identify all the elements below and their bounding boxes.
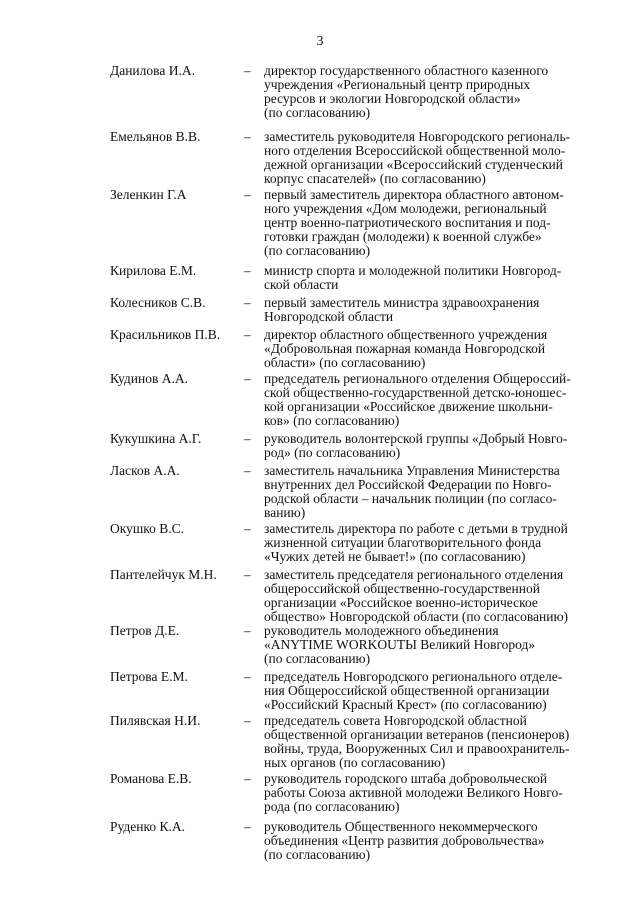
description-line: жизненной ситуации благотворительного фонда (264, 535, 542, 550)
page-number: 3 (316, 34, 324, 49)
description-line: «Добровольная пожарная команда Новгородской (264, 341, 546, 356)
description-line: ванию) (264, 505, 306, 520)
list-item (0, 264, 640, 292)
member-name: Пилявская Н.И. (110, 713, 201, 728)
dash-separator: – (244, 669, 251, 684)
description-line: общероссийской общественно-государственной (264, 581, 540, 596)
dash-separator: – (244, 263, 251, 278)
member-description (264, 568, 604, 624)
description-line: руководитель волонтерской группы «Добрый Новго- (264, 431, 568, 446)
list-item (0, 568, 640, 624)
description-line: руководитель Общественного некоммерческого (264, 819, 538, 834)
description-line: ской области (264, 277, 339, 292)
member-description (264, 820, 604, 862)
list-item (0, 296, 640, 324)
description-line: рода (по согласованию) (264, 799, 400, 814)
description-line: объединения «Центр развития добровольчества» (264, 833, 545, 848)
member-description (264, 328, 604, 370)
member-name: Руденко К.А. (110, 819, 185, 834)
member-name: Емельянов В.В. (110, 129, 201, 144)
list-item (0, 820, 640, 862)
member-description (264, 296, 604, 324)
dash-separator: – (244, 371, 251, 386)
description-line: руководитель городского штаба добровольческой (264, 771, 548, 786)
list-item (0, 670, 640, 712)
description-line: «Чужих детей не бывает!» (по согласованию) (264, 549, 526, 564)
dash-separator: – (244, 463, 251, 478)
description-line: (по согласованию) (264, 847, 371, 862)
dash-separator: – (244, 295, 251, 310)
description-line: родской области – начальник полиции (по согласо- (264, 491, 557, 506)
description-line: заместитель директора по работе с детьми в трудной (264, 521, 568, 536)
list-item (0, 772, 640, 814)
dash-separator: – (244, 567, 251, 582)
dash-separator: – (244, 521, 251, 536)
description-line: заместитель председателя регионального отделения (264, 567, 564, 582)
list-item (0, 372, 640, 428)
description-line: дежной организации «Всероссийский студенческий (264, 157, 563, 172)
member-description (264, 670, 604, 712)
list-item (0, 328, 640, 370)
list-item (0, 130, 640, 186)
description-line: работы Союза активной молодежи Великого Новго- (264, 785, 563, 800)
description-line: организации «Российское военно-историческое (264, 595, 538, 610)
description-line: заместитель начальника Управления Министерства (264, 463, 560, 478)
list-item (0, 432, 640, 460)
dash-separator: – (244, 623, 251, 638)
description-line: (по согласованию) (264, 651, 371, 666)
dash-separator: – (244, 63, 251, 78)
description-line: председатель Новгородского регионального отделе- (264, 669, 563, 684)
member-name: Данилова И.А. (110, 63, 195, 78)
member-description (264, 464, 604, 520)
member-description (264, 130, 604, 186)
description-line: «ANYTIME WORKOUTЫ Великий Новгород» (264, 637, 536, 652)
member-list (0, 64, 640, 862)
description-line: руководитель молодежного объединения (264, 623, 499, 638)
member-name: Окушко В.С. (110, 521, 185, 536)
member-name: Кудинов А.А. (110, 371, 188, 386)
dash-separator: – (244, 431, 251, 446)
member-name: Красильников П.В. (110, 327, 221, 342)
description-line: род» (по согласованию) (264, 445, 401, 460)
member-description (264, 432, 604, 460)
description-line: общественной организации ветеранов (пенсионеров) (264, 727, 570, 742)
description-line: (по согласованию) (264, 105, 371, 120)
list-item (0, 522, 640, 564)
member-description (264, 714, 604, 770)
member-name: Петров Д.Е. (110, 623, 180, 638)
list-item (0, 714, 640, 770)
description-line: первый заместитель директора областного автоном- (264, 187, 564, 202)
member-description (264, 64, 604, 120)
description-line: директор областного общественного учреждения (264, 327, 548, 342)
description-line: готовки граждан (молодежи) к военной службе» (264, 229, 542, 244)
description-line: войны, труда, Вооруженных Сил и правоохранитель- (264, 741, 570, 756)
member-name: Ласков А.А. (110, 463, 180, 478)
member-description (264, 522, 604, 564)
description-line: «Российский Красный Крест» (по согласованию) (264, 697, 547, 712)
description-line: внутренних дел Российской Федерации по Новго- (264, 477, 552, 492)
list-item (0, 188, 640, 258)
member-name: Зеленкин Г.А (110, 187, 187, 202)
list-item (0, 464, 640, 520)
description-line: министр спорта и молодежной политики Новгород- (264, 263, 562, 278)
description-line: учреждения «Региональный центр природных (264, 77, 531, 92)
member-description (264, 624, 604, 666)
description-line: ской общественно-государственной детско-юношес- (264, 385, 567, 400)
description-line: ного учреждения «Дом молодежи, региональный (264, 201, 547, 216)
member-description (264, 372, 604, 428)
dash-separator: – (244, 327, 251, 342)
dash-separator: – (244, 713, 251, 728)
member-description (264, 188, 604, 258)
member-name: Романова Е.В. (110, 771, 192, 786)
member-name: Петрова Е.М. (110, 669, 188, 684)
dash-separator: – (244, 771, 251, 786)
description-line: области» (по согласованию) (264, 355, 426, 370)
description-line: ресурсов и экологии Новгородской области» (264, 91, 521, 106)
list-item (0, 64, 640, 120)
description-line: центр военно-патриотического воспитания и под- (264, 215, 551, 230)
description-line: кой организации «Российское движение школьни- (264, 399, 553, 414)
description-line: Новгородской области (264, 309, 394, 324)
description-line: ков» (по согласованию) (264, 413, 400, 428)
dash-separator: – (244, 187, 251, 202)
member-name: Кирилова Е.М. (110, 263, 197, 278)
member-description (264, 264, 604, 292)
dash-separator: – (244, 129, 251, 144)
description-line: директор государственного областного казенного (264, 63, 549, 78)
description-line: ных органов (по согласованию) (264, 755, 446, 770)
description-line: корпус спасателей» (по согласованию) (264, 171, 486, 186)
dash-separator: – (244, 819, 251, 834)
list-item (0, 624, 640, 666)
description-line: ния Общероссийской общественной организации (264, 683, 550, 698)
member-name: Кукушкина А.Г. (110, 431, 202, 446)
description-line: председатель регионального отделения Общероссий- (264, 371, 571, 386)
description-line: председатель совета Новгородской областной (264, 713, 527, 728)
description-line: общество» Новгородской области (по согласованию) (264, 609, 569, 624)
member-description (264, 772, 604, 814)
description-line: ного отделения Всероссийской общественной моло- (264, 143, 566, 158)
description-line: первый заместитель министра здравоохранения (264, 295, 540, 310)
member-name: Пантелейчук М.Н. (110, 567, 217, 582)
description-line: заместитель руководителя Новгородского региональ- (264, 129, 571, 144)
member-name: Колесников С.В. (110, 295, 206, 310)
description-line: (по согласованию) (264, 243, 371, 258)
